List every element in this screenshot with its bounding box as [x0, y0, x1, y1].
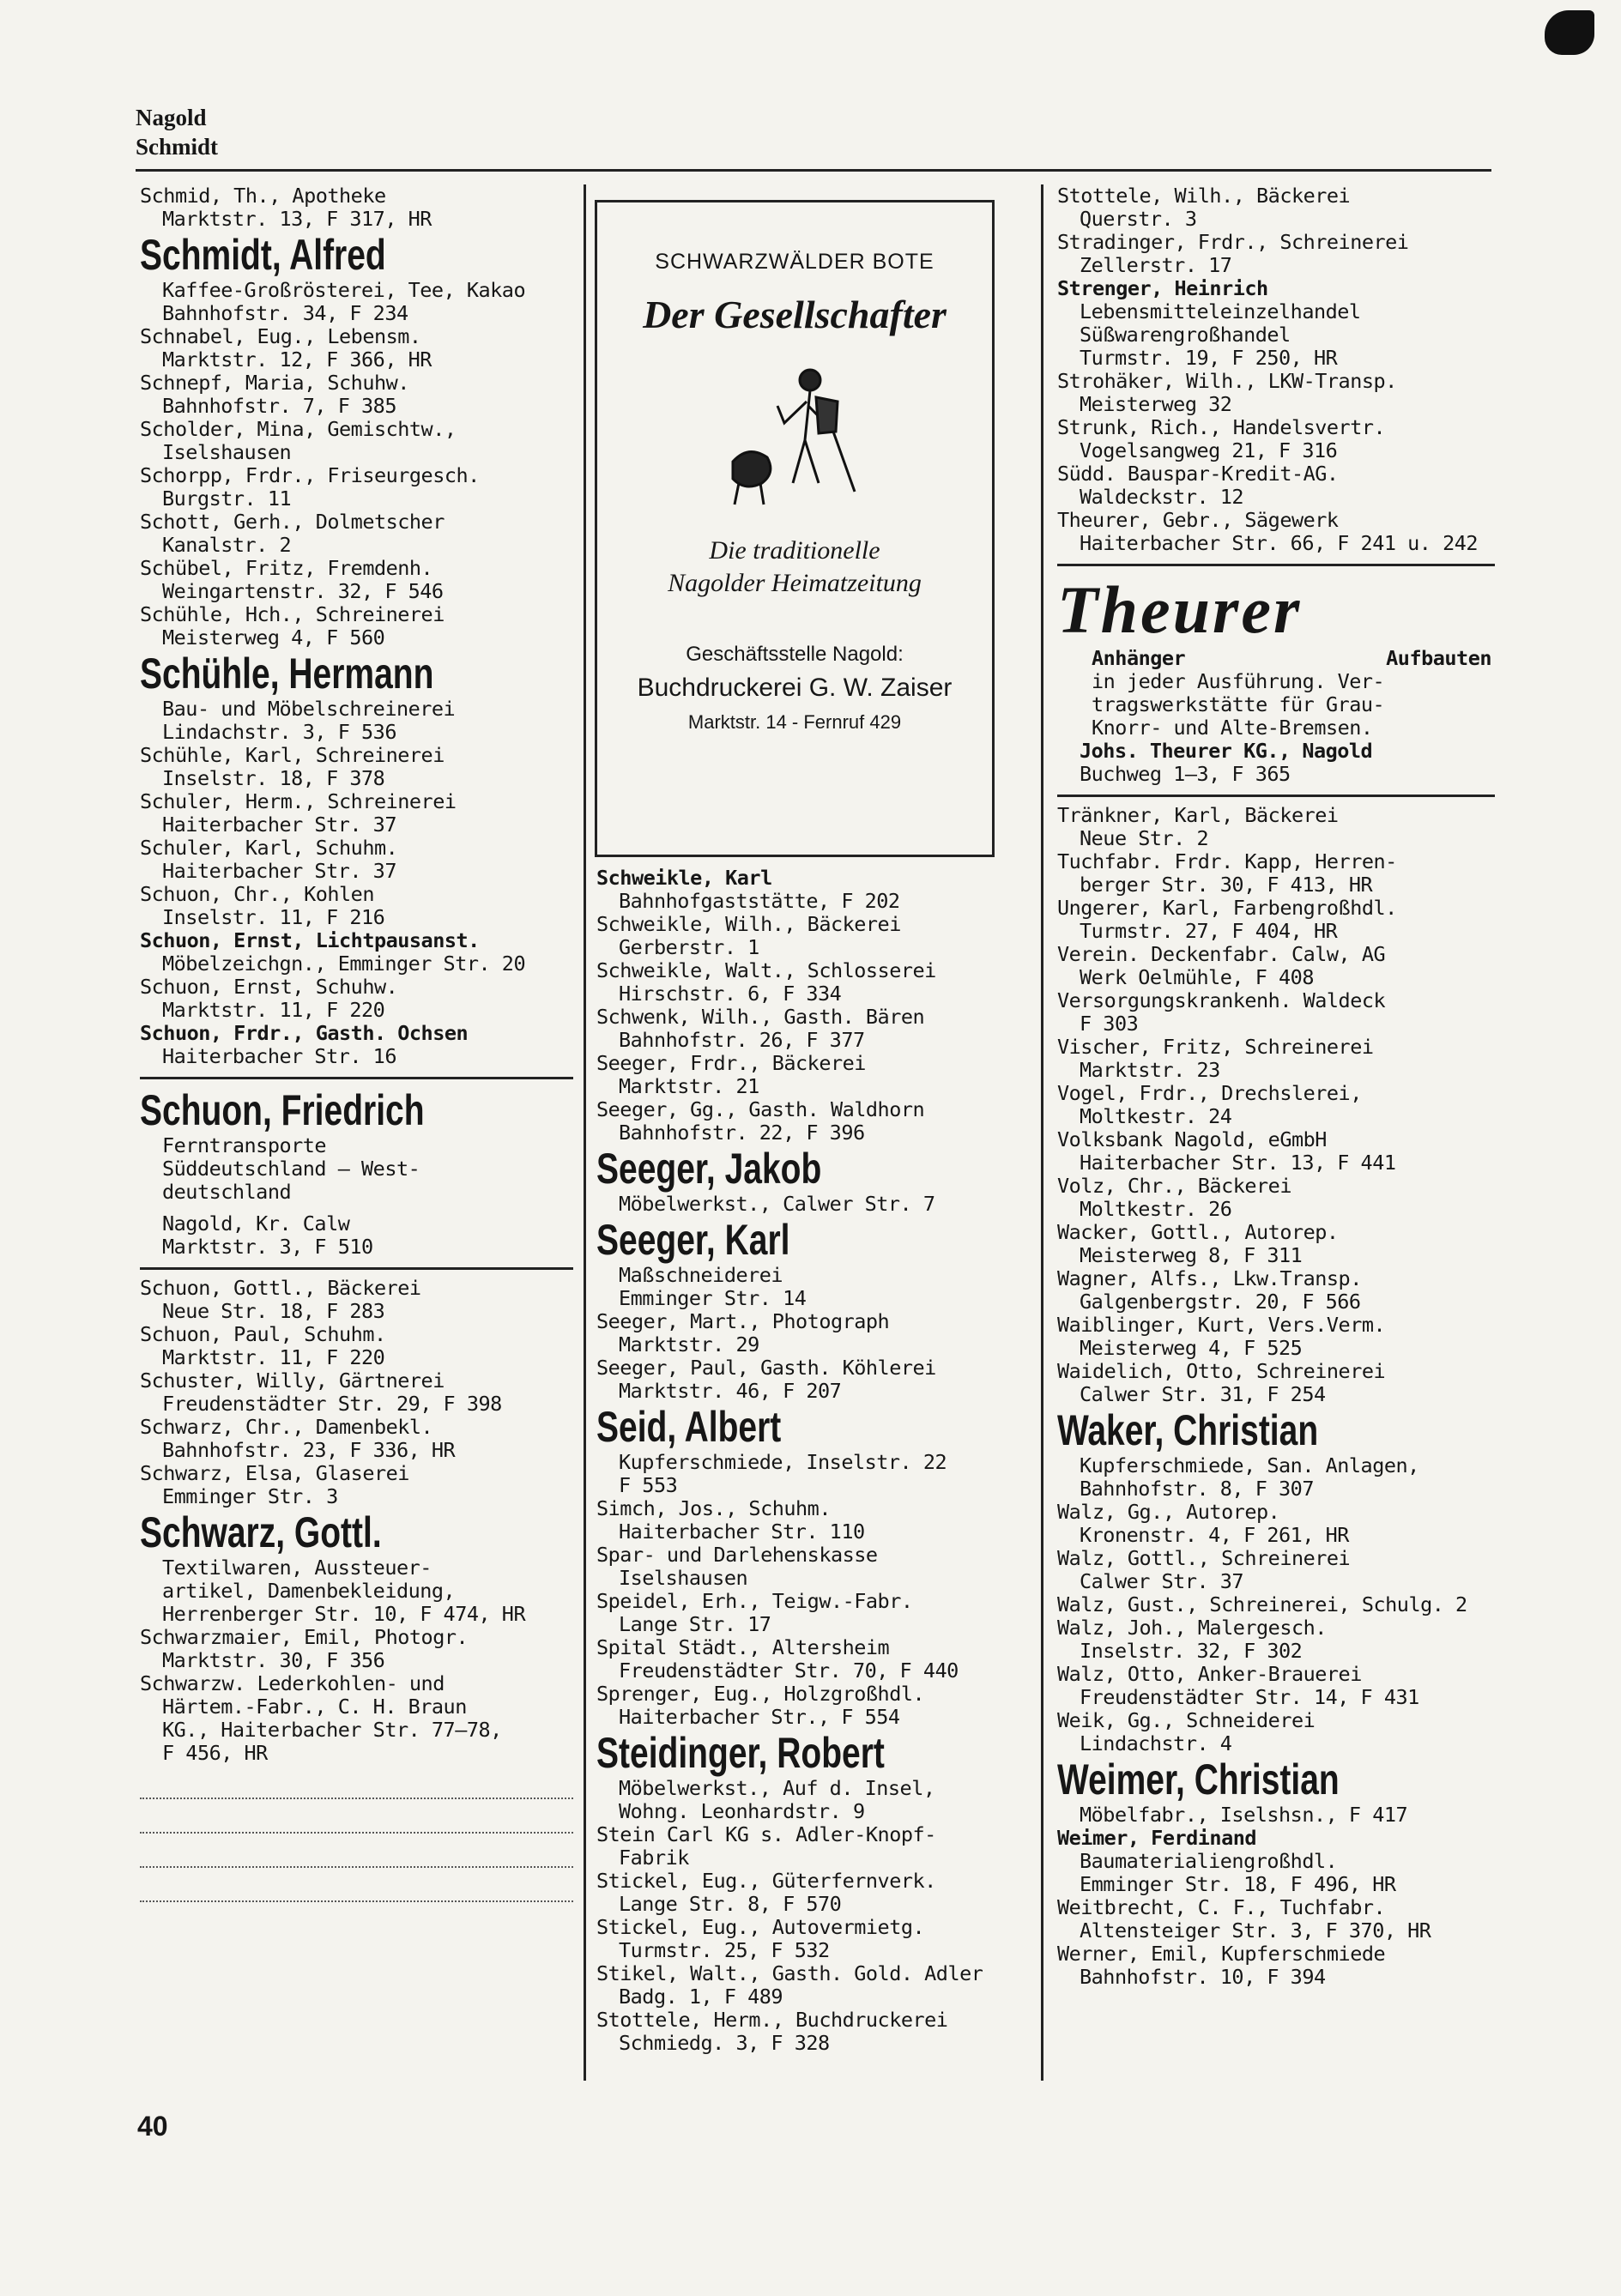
directory-entry [1057, 1501, 1495, 1547]
display-entry-line: Lindachstr. 3, F 536 [162, 720, 396, 744]
entry-name: Schuler, Karl, Schuhm. [140, 837, 398, 860]
display-entry-name: Seid, Albert [596, 1403, 782, 1451]
display-entry-name: Schühle, Hermann [140, 650, 434, 698]
display-entry [140, 1086, 573, 1259]
directory-entry [1057, 1082, 1495, 1128]
entry-detail: Härtem.-Fabr., C. H. Braun [162, 1695, 467, 1719]
entry-detail: Bahnhofstr. 7, F 385 [162, 394, 396, 418]
entry-name: Spar- und Darlehenskasse [596, 1544, 878, 1567]
entry-name: Versorgungskrankenh. Waldeck [1057, 989, 1386, 1012]
entry-detail: Vogelsangweg 21, F 316 [1080, 438, 1338, 462]
entry-name: Vogel, Frdr., Drechslerei, [1057, 1082, 1362, 1105]
entry-detail: Inselstr. 32, F 302 [1080, 1639, 1303, 1663]
entry-detail: Emminger Str. 18, F 496, HR [1080, 1872, 1396, 1896]
hiker-illustration [709, 354, 880, 517]
directory-entry [140, 837, 573, 883]
separator-rule [140, 1267, 573, 1270]
entry-name: Walz, Gust., Schreinerei, Schulg. 2 [1057, 1593, 1467, 1616]
entry-detail: Calwer Str. 31, F 254 [1080, 1382, 1326, 1406]
entry-detail: Moltkestr. 24 [1080, 1104, 1232, 1128]
column-3 [1057, 184, 1495, 1989]
entry-detail: Calwer Str. 37 [1080, 1569, 1244, 1593]
entry-name: Verein. Deckenfabr. Calw, AG [1057, 943, 1386, 966]
entry-name: Simch, Jos., Schuhm. [596, 1497, 831, 1520]
entry-name: Vischer, Fritz, Schreinerei [1057, 1036, 1374, 1059]
display-entry [140, 231, 573, 325]
display-entry-line: Wohng. Leonhardstr. 9 [619, 1799, 865, 1823]
header-name: Schmidt [136, 134, 219, 160]
display-entry-line: Möbelwerkst., Auf d. Insel, [619, 1776, 935, 1800]
directory-entry [1057, 370, 1495, 416]
entry-detail: Moltkestr. 26 [1080, 1197, 1232, 1221]
display-entry-name: Schmidt, Alfred [140, 231, 386, 279]
entry-name: Stottele, Wilh., Bäckerei [1057, 184, 1351, 208]
display-entry-line: deutschland [162, 1180, 292, 1204]
entry-name: Schweikle, Karl [596, 867, 772, 890]
directory-entry [596, 2009, 1030, 2055]
display-entry-line: Textilwaren, Aussteuer- [162, 1556, 432, 1580]
running-header [136, 103, 218, 161]
entry-detail: Marktstr. 21 [619, 1074, 759, 1098]
entry-detail: Baumaterialiengroßhdl. [1080, 1849, 1338, 1873]
directory-entry [596, 1916, 1030, 1962]
display-entry-name: Weimer, Christian [1057, 1755, 1340, 1804]
display-entry-line: Möbelwerkst., Calwer Str. 7 [619, 1192, 935, 1216]
entry-name: Stottele, Herm., Buchdruckerei [596, 2009, 948, 2032]
directory-entry [1057, 1616, 1495, 1663]
directory-entry [596, 913, 1030, 959]
directory-entry [1057, 509, 1495, 555]
entry-detail: Marktstr. 11, F 220 [162, 1345, 385, 1369]
directory-entry [596, 1356, 1030, 1403]
entry-detail: Weingartenstr. 32, F 546 [162, 579, 444, 603]
entry-detail: Hirschstr. 6, F 334 [619, 982, 842, 1006]
directory-entry [1057, 850, 1495, 897]
directory-entry [1057, 1175, 1495, 1221]
entry-detail: Schmiedg. 3, F 328 [619, 2031, 830, 2055]
display-entry-line: Maßschneiderei [619, 1263, 783, 1287]
entry-name: Schuler, Herm., Schreinerei [140, 790, 457, 813]
entry-name: Ungerer, Karl, Farbengroßhdl. [1057, 897, 1397, 920]
ad-office: Geschäftsstelle Nagold: [686, 643, 904, 666]
display-entry [596, 1729, 1030, 1823]
entry-detail: Gerberstr. 1 [619, 935, 759, 959]
entry-detail: Iselshausen [162, 440, 292, 464]
theurer-logo: Theurer [1057, 572, 1303, 647]
entry-detail: Altensteiger Str. 3, F 370, HR [1080, 1918, 1431, 1943]
entry-detail: Meisterweg 4, F 560 [162, 625, 385, 650]
directory-entry [140, 511, 573, 557]
display-entry-line: Emminger Str. 14 [619, 1286, 807, 1310]
entry-name: Schuon, Paul, Schuhm. [140, 1323, 386, 1346]
theurer-aufbauten: Aufbauten [1386, 646, 1491, 670]
directory-entry [140, 1022, 573, 1068]
directory-entry [596, 1497, 1030, 1544]
entry-detail: Bahnhofstr. 22, F 396 [619, 1121, 865, 1145]
entry-detail: KG., Haiterbacher Str. 77—78, [162, 1718, 502, 1742]
entry-name: Sprenger, Eug., Holzgroßhdl. [596, 1683, 925, 1706]
display-entry-name: Schuon, Friedrich [140, 1086, 425, 1134]
entry-detail: Bahnhofgaststätte, F 202 [619, 889, 900, 913]
entry-detail: Meisterweg 32 [1080, 392, 1232, 416]
entry-name: Schwarzmaier, Emil, Photogr. [140, 1626, 469, 1649]
theurer-line: Knorr- und Alte-Bremsen. [1092, 716, 1373, 740]
entry-detail: Bahnhofstr. 10, F 394 [1080, 1965, 1326, 1989]
entry-name: Schuon, Ernst, Schuhw. [140, 976, 398, 999]
display-entry-name: Schwarz, Gottl. [140, 1508, 382, 1556]
directory-entry [596, 1870, 1030, 1916]
entry-name: Speidel, Erh., Teigw.-Fabr. [596, 1590, 913, 1613]
header-place: Nagold [136, 105, 207, 130]
directory-entry [1057, 416, 1495, 462]
display-entry-line: F 553 [619, 1473, 678, 1497]
entry-name: Schorpp, Frdr., Friseurgesch. [140, 464, 480, 487]
entry-name: Stickel, Eug., Autovermietg. [596, 1916, 925, 1939]
directory-entry [1057, 1709, 1495, 1755]
directory-entry [596, 959, 1030, 1006]
directory-entry [1057, 989, 1495, 1036]
column-1 [140, 184, 573, 1902]
directory-entry [1057, 1128, 1495, 1175]
entry-detail: Werk Oelmühle, F 408 [1080, 965, 1314, 989]
entry-name: Theurer, Gebr., Sägewerk [1057, 509, 1339, 532]
directory-entry [596, 867, 1030, 913]
entry-detail: Galgenbergstr. 20, F 566 [1080, 1290, 1361, 1314]
display-entry-line: Kupferschmiede, Inselstr. 22 [619, 1450, 947, 1474]
entry-name: Seeger, Gg., Gasth. Waldhorn [596, 1098, 925, 1121]
entry-detail: Marktstr. 11, F 220 [162, 998, 385, 1022]
entry-name: Schnabel, Eug., Lebensm. [140, 325, 421, 348]
entry-name: Strunk, Rich., Handelsvertr. [1057, 416, 1386, 439]
entry-name: Schuon, Gottl., Bäckerei [140, 1277, 421, 1300]
entry-name: Stikel, Walt., Gasth. Gold. Adler [596, 1962, 983, 1985]
display-entry-name: Seeger, Jakob [596, 1145, 822, 1193]
entry-name: Werner, Emil, Kupferschmiede [1057, 1943, 1386, 1966]
entry-name: Tränkner, Karl, Bäckerei [1057, 804, 1339, 827]
directory-entry [140, 883, 573, 929]
entry-name: Weitbrecht, C. F., Tuchfabr. [1057, 1896, 1386, 1919]
advertisement-gesellschafter [595, 200, 995, 857]
directory-entry [1057, 943, 1495, 989]
entry-name: Walz, Gottl., Schreinerei [1057, 1547, 1351, 1570]
entry-detail: Haiterbacher Str. 13, F 441 [1080, 1151, 1396, 1175]
directory-entry [140, 1626, 573, 1672]
entry-name: Seeger, Frdr., Bäckerei [596, 1052, 866, 1075]
entry-detail: Lange Str. 8, F 570 [619, 1892, 842, 1916]
entry-name: Seeger, Paul, Gasth. Köhlerei [596, 1356, 936, 1380]
directory-entry [1057, 1221, 1495, 1267]
entry-detail: Inselstr. 11, F 216 [162, 905, 385, 929]
entry-name: Schübel, Fritz, Fremdenh. [140, 557, 433, 580]
entry-name: Walz, Gg., Autorep. [1057, 1501, 1280, 1524]
directory-entry [140, 1462, 573, 1508]
column-divider-1 [584, 184, 586, 2081]
entry-detail: Haiterbacher Str. 37 [162, 813, 396, 837]
entry-name: Seeger, Mart., Photograph [596, 1310, 890, 1333]
directory-entry [1057, 1267, 1495, 1314]
display-entry-line: Nagold, Kr. Calw [162, 1211, 350, 1236]
entry-name: Schweikle, Walt., Schlosserei [596, 959, 936, 982]
page-number: 40 [137, 2111, 168, 2142]
blank-line [140, 1834, 573, 1868]
entry-name: Schühle, Hch., Schreinerei [140, 603, 445, 626]
entry-detail: Haiterbacher Str. 66, F 241 u. 242 [1080, 531, 1479, 555]
directory-entry [596, 1636, 1030, 1683]
entry-detail: Zellerstr. 17 [1080, 253, 1232, 277]
display-entry-name: Seeger, Karl [596, 1216, 790, 1264]
entry-detail: F 456, HR [162, 1741, 268, 1765]
entry-name: Wacker, Gottl., Autorep. [1057, 1221, 1339, 1244]
entry-detail: Meisterweg 4, F 525 [1080, 1336, 1303, 1360]
entry-name: Stein Carl KG s. Adler-Knopf- [596, 1823, 936, 1846]
entry-name: Scholder, Mina, Gemischtw., [140, 418, 457, 441]
directory-entry [1057, 1663, 1495, 1709]
entry-detail: Kanalstr. 2 [162, 533, 292, 557]
directory-entry [140, 790, 573, 837]
entry-detail: Marktstr. 29 [619, 1332, 759, 1356]
display-entry-line: Möbelfabr., Iselshsn., F 417 [1080, 1803, 1408, 1827]
separator-rule [140, 1077, 573, 1079]
directory-entry [1057, 804, 1495, 850]
directory-entry [140, 603, 573, 650]
directory-entry [140, 1369, 573, 1416]
entry-detail: Bahnhofstr. 26, F 377 [619, 1028, 865, 1052]
directory-entry [1057, 231, 1495, 277]
display-entry-line: Bau- und Möbelschreinerei [162, 697, 456, 721]
entry-detail: Inselstr. 18, F 378 [162, 766, 385, 790]
entry-detail: Turmstr. 19, F 250, HR [1080, 346, 1338, 370]
directory-entry [1057, 897, 1495, 943]
entry-detail: berger Str. 30, F 413, HR [1080, 873, 1373, 897]
directory-entry [140, 1416, 573, 1462]
directory-entry [1057, 1314, 1495, 1360]
entry-name: Weik, Gg., Schneiderei [1057, 1709, 1316, 1732]
entry-name: Strohäker, Wilh., LKW-Transp. [1057, 370, 1397, 393]
directory-entry [596, 1544, 1030, 1590]
directory-entry [140, 325, 573, 372]
entry-name: Schmid, Th., Apotheke [140, 184, 386, 208]
entry-name: Schühle, Karl, Schreinerei [140, 744, 445, 767]
directory-entry [1057, 462, 1495, 509]
entry-detail: Turmstr. 27, F 404, HR [1080, 919, 1338, 943]
theurer-line: in jeder Ausführung. Ver- [1092, 669, 1385, 693]
entry-detail: Haiterbacher Str. 37 [162, 859, 396, 883]
entry-detail: Haiterbacher Str. 110 [619, 1520, 865, 1544]
display-entry [596, 1145, 1030, 1216]
entry-name: Walz, Otto, Anker-Brauerei [1057, 1663, 1362, 1686]
entry-name: Walz, Joh., Malergesch. [1057, 1616, 1327, 1640]
display-entry [140, 650, 573, 744]
display-entry-line: Marktstr. 3, F 510 [162, 1235, 373, 1259]
entry-detail: Haiterbacher Str. 16 [162, 1044, 396, 1068]
directory-entry [596, 1098, 1030, 1145]
entry-name: Volksbank Nagold, eGmbH [1057, 1128, 1327, 1151]
theurer-address: Buchweg 1—3, F 365 [1080, 762, 1291, 786]
display-entry [596, 1216, 1030, 1310]
display-entry-line: Süddeutschland — West- [162, 1157, 420, 1181]
entry-detail: Marktstr. 13, F 317, HR [162, 207, 432, 231]
ad-slogan-1: Die traditionelle [709, 536, 880, 565]
directory-entry [596, 1683, 1030, 1729]
theurer-advertisement [1057, 573, 1495, 786]
entry-name: Volz, Chr., Bäckerei [1057, 1175, 1291, 1198]
directory-entry [140, 1277, 573, 1323]
entry-detail: Lindachstr. 4 [1080, 1731, 1232, 1755]
directory-entry [1057, 1827, 1495, 1896]
entry-detail: Burgstr. 11 [162, 486, 292, 511]
directory-entry [596, 1310, 1030, 1356]
entry-name: Spital Städt., Altersheim [596, 1636, 890, 1659]
directory-entry [1057, 1547, 1495, 1593]
ad-publisher: SCHWARZWÄLDER BOTE [655, 250, 934, 274]
directory-entry [596, 1590, 1030, 1636]
header-rule [136, 169, 1491, 172]
theurer-line: tragswerkstätte für Grau- [1092, 692, 1385, 716]
directory-entry [140, 464, 573, 511]
ad-address: Marktstr. 14 - Fernruf 429 [687, 711, 902, 733]
entry-detail: Lebensmitteleinzelhandel [1080, 299, 1361, 323]
entry-detail: Turmstr. 25, F 532 [619, 1938, 830, 1962]
blank-line [140, 1765, 573, 1799]
directory-entry [1057, 1360, 1495, 1406]
display-entry [140, 1508, 573, 1626]
entry-detail: Neue Str. 18, F 283 [162, 1299, 385, 1323]
entry-name: Südd. Bauspar-Kredit-AG. [1057, 462, 1339, 486]
ad-printer: Buchdruckerei G. W. Zaiser [637, 674, 953, 702]
directory-entry [596, 1006, 1030, 1052]
entry-detail: Waldeckstr. 12 [1080, 485, 1244, 509]
theurer-firm: Johs. Theurer KG., Nagold [1080, 739, 1373, 763]
ad-title: Der Gesellschafter [643, 293, 947, 336]
display-entry [1057, 1406, 1495, 1501]
entry-detail: Möbelzeichgn., Emminger Str. 20 [162, 952, 526, 976]
entry-detail: Süßwarengroßhandel [1080, 323, 1291, 347]
entry-detail: Neue Str. 2 [1080, 826, 1209, 850]
directory-entry [140, 1323, 573, 1369]
entry-detail: Fabrik [619, 1846, 689, 1870]
directory-entry [140, 418, 573, 464]
entry-detail: Marktstr. 12, F 366, HR [162, 347, 432, 372]
entry-name: Schnepf, Maria, Schuhw. [140, 372, 409, 395]
entry-name: Schwarz, Chr., Damenbekl. [140, 1416, 433, 1439]
entry-detail: Meisterweg 8, F 311 [1080, 1243, 1303, 1267]
directory-entry [140, 929, 573, 976]
entry-detail: Kronenstr. 4, F 261, HR [1080, 1523, 1349, 1547]
directory-entry [596, 1052, 1030, 1098]
entry-name: Strenger, Heinrich [1057, 277, 1268, 300]
entry-detail: Haiterbacher Str., F 554 [619, 1705, 900, 1729]
display-entry-line: Herrenberger Str. 10, F 474, HR [162, 1602, 526, 1626]
entry-name: Waidelich, Otto, Schreinerei [1057, 1360, 1386, 1383]
entry-name: Wagner, Alfs., Lkw.Transp. [1057, 1267, 1362, 1290]
theurer-anhaenger: Anhänger [1092, 646, 1186, 670]
blank-line [140, 1799, 573, 1834]
display-entry-line: Ferntransporte [162, 1133, 327, 1157]
entry-name: Waiblinger, Kurt, Vers.Verm. [1057, 1314, 1386, 1337]
entry-detail: Badg. 1, F 489 [619, 1985, 783, 2009]
display-entry [1057, 1755, 1495, 1827]
entry-name: Schwarzw. Lederkohlen- und [140, 1672, 445, 1695]
entry-name: Schweikle, Wilh., Bäckerei [596, 913, 901, 936]
entry-name: Tuchfabr. Frdr. Kapp, Herren- [1057, 850, 1397, 873]
entry-detail: Bahnhofstr. 23, F 336, HR [162, 1438, 456, 1462]
directory-entry [140, 557, 573, 603]
entry-name: Schwenk, Wilh., Gasth. Bären [596, 1006, 925, 1029]
display-entry-line: artikel, Damenbekleidung, [162, 1579, 456, 1603]
entry-name: Schuon, Ernst, Lichtpausanst. [140, 929, 480, 952]
directory-entry [140, 184, 573, 231]
directory-entry [1057, 1896, 1495, 1943]
entry-detail: Iselshausen [619, 1566, 748, 1590]
directory-entry [1057, 1593, 1495, 1616]
directory-entry [140, 976, 573, 1022]
directory-entry [140, 1672, 573, 1765]
directory-entry [596, 1962, 1030, 2009]
entry-detail: Freudenstädter Str. 14, F 431 [1080, 1685, 1419, 1709]
thumb-index-tab [1545, 10, 1594, 55]
entry-detail: Freudenstädter Str. 70, F 440 [619, 1659, 959, 1683]
entry-name: Schuon, Chr., Kohlen [140, 883, 374, 906]
display-entry-line: Kupferschmiede, San. Anlagen, [1080, 1453, 1419, 1477]
entry-name: Schuster, Willy, Gärtnerei [140, 1369, 445, 1393]
column-divider-2 [1041, 184, 1043, 2081]
entry-name: Schott, Gerh., Dolmetscher [140, 511, 445, 534]
entry-detail: Emminger Str. 3 [162, 1484, 338, 1508]
directory-entry [140, 372, 573, 418]
display-entry-name: Waker, Christian [1057, 1406, 1319, 1454]
display-entry-name: Steidinger, Robert [596, 1729, 885, 1777]
entry-detail: Marktstr. 23 [1080, 1058, 1220, 1082]
display-entry-line: Kaffee-Großrösterei, Tee, Kakao [162, 278, 526, 302]
entry-detail: Marktstr. 30, F 356 [162, 1648, 385, 1672]
display-entry [596, 1403, 1030, 1497]
entry-detail: Lange Str. 17 [619, 1612, 771, 1636]
entry-name: Schwarz, Elsa, Glaserei [140, 1462, 409, 1485]
entry-detail: F 303 [1080, 1012, 1139, 1036]
entry-name: Schuon, Frdr., Gasth. Ochsen [140, 1022, 469, 1045]
directory-entry [140, 744, 573, 790]
directory-entry [1057, 1943, 1495, 1989]
entry-name: Stickel, Eug., Güterfernverk. [596, 1870, 936, 1893]
entry-name: Stradinger, Frdr., Schreinerei [1057, 231, 1409, 254]
blank-line [140, 1868, 573, 1902]
directory-entry [1057, 1036, 1495, 1082]
entry-detail: Querstr. 3 [1080, 207, 1197, 231]
entry-name: Weimer, Ferdinand [1057, 1827, 1257, 1850]
ad-slogan-2: Nagolder Heimatzeitung [668, 569, 922, 597]
display-entry-line: Bahnhofstr. 8, F 307 [1080, 1477, 1314, 1501]
directory-entry [596, 1823, 1030, 1870]
display-entry-line: Bahnhofstr. 34, F 234 [162, 301, 408, 325]
directory-entry [1057, 277, 1495, 370]
entry-detail: Marktstr. 46, F 207 [619, 1379, 842, 1403]
directory-entry [1057, 184, 1495, 231]
entry-detail: Freudenstädter Str. 29, F 398 [162, 1392, 502, 1416]
column-2 [596, 867, 1030, 2055]
